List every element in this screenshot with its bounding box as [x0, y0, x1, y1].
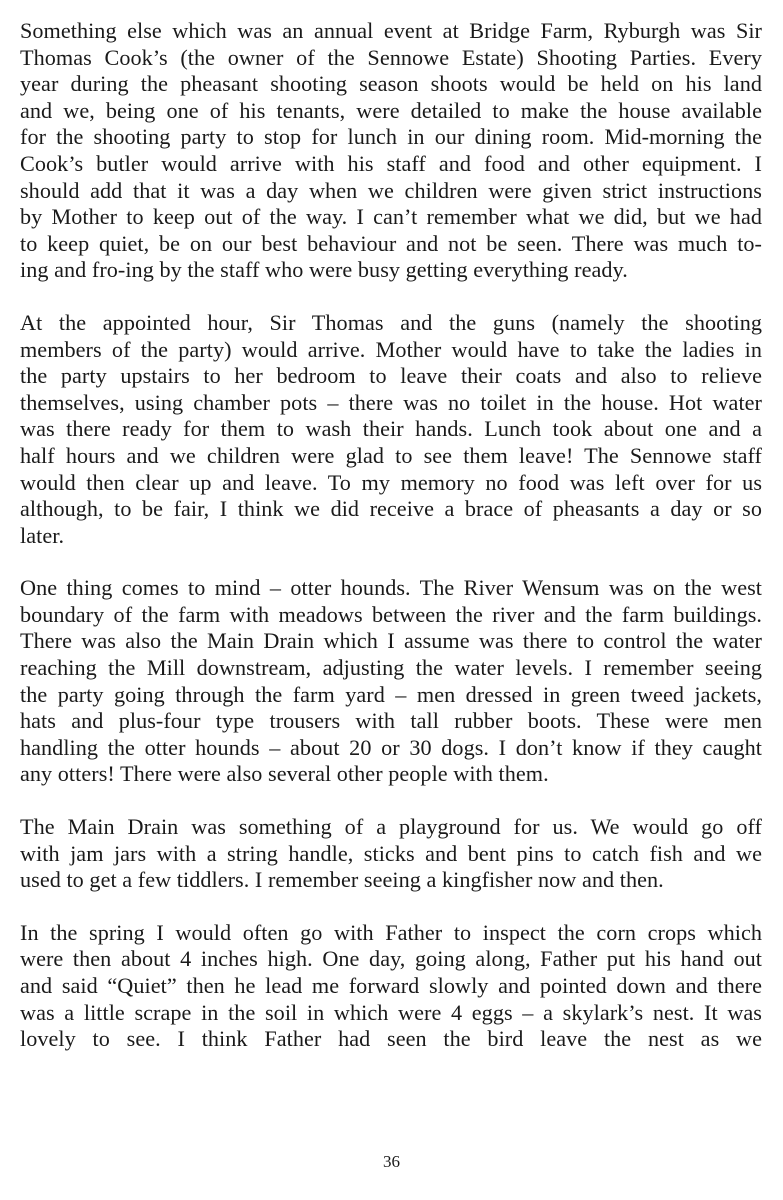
text-line: One thing comes to mind – otter hounds. The River Wensum was on the west [20, 575, 762, 601]
paragraph-3 [20, 575, 762, 788]
text-line: In the spring I would often go with Father to inspect the corn crops which [20, 919, 762, 945]
text-line: were then about 4 inches high. One day, going along, Father put his hand out [20, 946, 762, 972]
text-line: lovely to see. I think Father had seen the bird leave the nest as we [20, 1026, 762, 1052]
text-line: Something else which was an annual event at Bridge Farm, Ryburgh was Sir [20, 18, 762, 43]
text-line: reaching the Mill downstream, adjusting the water levels. I remember seeing [20, 655, 762, 681]
text-line: the party going through the farm yard – men dressed in green tweed jackets, [20, 681, 762, 707]
text-line: Thomas Cook’s (the owner of the Sennowe Estate) Shooting Parties. Every [20, 44, 762, 70]
text-line: ing and fro-ing by the staff who were busy getting everything ready. [20, 257, 628, 283]
text-line: Cook’s butler would arrive with his staff and food and other equipment. I [20, 150, 762, 176]
text-line: was there ready for them to wash their hands. Lunch took about one and a [20, 416, 762, 442]
paragraph-5 [20, 920, 762, 1053]
text-line: half hours and we children were glad to see them leave! The Sennowe staff [20, 442, 762, 468]
text-line: handling the otter hounds – about 20 or 30 dogs. I don’t know if they caught [20, 734, 762, 760]
text-line: would then clear up and leave. To my memory no food was left over for us [20, 469, 762, 495]
text-line: later. [20, 522, 65, 548]
text-line: themselves, using chamber pots – there was no toilet in the house. Hot water [20, 389, 762, 415]
text-line: hats and plus-four type trousers with tall rubber boots. These were men [20, 708, 762, 734]
paragraph-4 [20, 814, 762, 894]
text-line: with jam jars with a string handle, sticks and bent pins to catch fish and we [20, 840, 762, 866]
document-body [20, 18, 762, 1079]
text-line: At the appointed hour, Sir Thomas and the guns (namely the shooting [20, 309, 762, 335]
paragraph-2 [20, 310, 762, 549]
text-line: although, to be fair, I think we did receive a brace of pheasants a day or so [20, 496, 762, 522]
text-line: year during the pheasant shooting season shoots would be held on his land [20, 71, 762, 97]
text-line: The Main Drain was something of a playground for us. We would go off [20, 814, 762, 840]
text-line: any otters! There were also several other people with them. [20, 761, 549, 787]
text-line: the party upstairs to her bedroom to leave their coats and also to relieve [20, 363, 762, 389]
paragraph-1 [20, 18, 762, 284]
text-line: and we, being one of his tenants, were detailed to make the house available [20, 97, 762, 123]
page-number: 36 [383, 1152, 400, 1171]
text-line: used to get a few tiddlers. I remember seeing a kingfisher now and then. [20, 867, 664, 893]
text-line: and said “Quiet” then he lead me forward slowly and pointed down and there [20, 973, 762, 998]
text-line: for the shooting party to stop for lunch in our dining room. Mid-morning the [20, 124, 762, 150]
text-line: by Mother to keep out of the way. I can’t remember what we did, but we had [20, 204, 762, 230]
text-line: should add that it was a day when we children were given strict instructions [20, 177, 762, 203]
text-line: members of the party) would arrive. Mother would have to take the ladies in [20, 336, 762, 362]
text-line: boundary of the farm with meadows between the river and the farm buildings. [20, 601, 762, 627]
text-line: was a little scrape in the soil in which were 4 eggs – a skylark’s nest. It was [20, 999, 762, 1025]
text-line: to keep quiet, be on our best behaviour and not be seen. There was much to- [20, 230, 762, 256]
text-line: There was also the Main Drain which I assume was there to control the water [20, 628, 762, 654]
